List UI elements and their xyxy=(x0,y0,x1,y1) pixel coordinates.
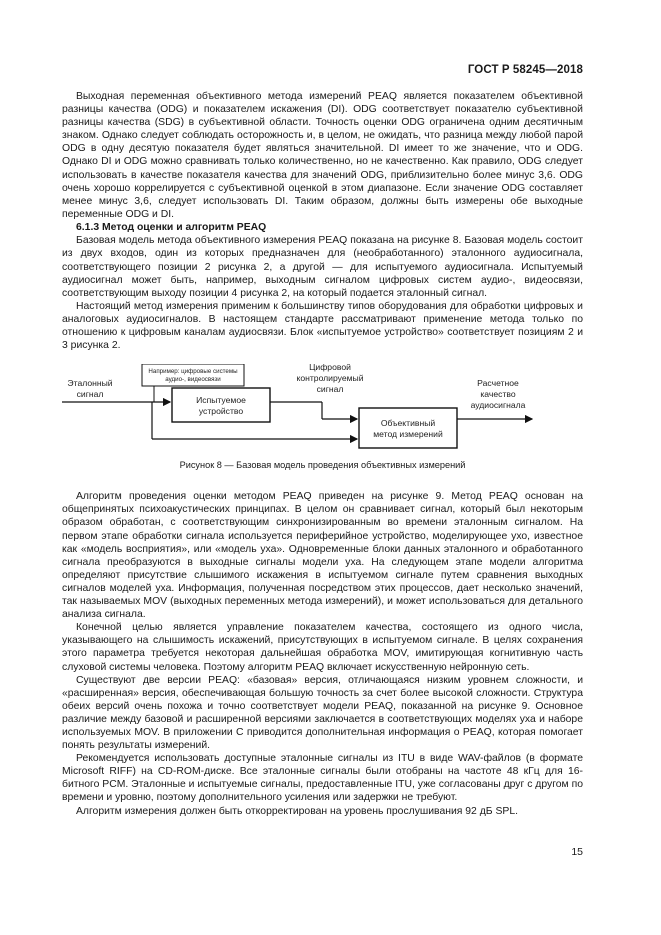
method-label-1: Объективный xyxy=(380,418,436,429)
paragraph: Базовая модель метода объективного измерения PEAQ показана на рисунке 8. Базовая модель состоит из двух входов, один из которых предназначен для (необработанного) эталонного аудиосигнала, соответствующего позиции 2 рисунка 2, а другой — для испытуемого аудиосигнала. Испытуемый аудиосигнал может быть, например, выходным сигналом цифровых систем аудио-, видеосвязи, соответствующим выходу позиции 4 рисунка 2, на который подается эталонный сигнал. xyxy=(62,235,583,299)
output-label-2: качество xyxy=(480,389,516,400)
input-label-2: сигнал xyxy=(76,389,104,400)
digital-label-1: Цифровой xyxy=(309,364,351,373)
method-label-2: метод измерений xyxy=(373,429,443,440)
figure-caption: Рисунок 8 — Базовая модель проведения объективных измерений xyxy=(179,460,466,471)
paragraph: Алгоритм проведения оценки методом PEAQ приведен на рисунке 9. Метод PEAQ основан на общепринятых психоакустических принципах. В целом он сравнивает сигнал, который был некоторым образом обработан, с соответствующим синхронизированным во времени эталонным сигналом. На первом этапе обработки сигнала используется периферийное устройство, моделирующее ухо, известное как «модель восприятия», или «модель уха». Одновременные блоки данных эталонного и обработанного сигнала преобразуются в выходные сигналы модели уха. На следующем этапе модели алгоритма определяют присутствие слышимого искажения в испытуемом сигнале путем сравнения выходных сигналов моделей уха. Информация, полученная посредством этих процессов, дает несколько значений, так называемых MOV (выходных переменных метода измерений), и может использоваться для детального анализа сигнала. xyxy=(62,491,583,621)
paragraph: Настоящий метод измерения применим к большинству типов оборудования для обработки цифровых и аналоговых аудиосигналов. В настоящем стандарте рассматривают применение метода только по отношению к цифровым каналам аудиосвязи. Блок «испытуемое устройство» соответствует позициям 2 и 3 рисунка 2. xyxy=(62,300,583,352)
paragraph: Рекомендуется использовать доступные эталонные сигналы из ITU в виде WAV-файлов (в формате Microsoft RIFF) на CD-ROM-диске. Все эталонные сигналы были отобраны на частоте 48 кГц для 16-битного PCM. Эталонные и испытуемые сигналы, предоставленные ITU, уже согласованы друг с другом по времени и уровню, поэтому дополнительного усиления или задержки не требуют. xyxy=(62,753,583,804)
paragraph: Алгоритм измерения должен быть откорректирован на уровень прослушивания 92 дБ SPL. xyxy=(76,805,519,817)
dut-label-2: устройство xyxy=(198,406,244,417)
paragraph: Конечной целью является управление показателем качества, состоящего из одного числа, указывающего на слышимость искажений, присутствующих в испытуемом сигнале. В целях сохранения этого параметра требуется некоторая дальнейшая обработка MOV, имитирующая когнитивную часть слуховой системы человека. Поэтому алгоритм PEAQ включает искусственную нейронную сеть. xyxy=(62,622,583,673)
paragraph: Существуют две версии PEAQ: «базовая» версия, отличающаяся низким уровнем сложности, и «расширенная» версия, обеспечивающая большую точность за счет более высокой сложности. Структура обеих версий очень похожа и точно соответствует модели PEAQ, показанной на рисунке 9. Основное различие между базовой и расширенной версиями заключается в соответствующих моделях уха и наборе используемых MOV. В приложении С приводится дополнительная информация о PEAQ, которая помогает понять результаты измерений. xyxy=(62,674,583,752)
output-label-3: аудиосигнала xyxy=(470,400,526,411)
output-label-1: Расчетное xyxy=(477,378,519,389)
note-text-2: аудио-, видеосвязи xyxy=(165,376,221,384)
dut-label-1: Испытуемое xyxy=(196,395,246,406)
dut-box xyxy=(172,388,270,422)
page-body xyxy=(62,90,583,818)
page-number: 15 xyxy=(571,846,583,858)
digital-label-3: сигнал xyxy=(316,384,344,395)
input-label-1: Эталонный xyxy=(67,378,113,389)
method-box xyxy=(359,408,457,448)
paragraph: Выходная переменная объективного метода измерений PEAQ является показателем объективной разницы качества (ODG) и показателем искажения (DI). ODG соответствует показателю субъективной разницы качества (SDG) в субъективной области. Точность оценки ODG ограничена одним десятичным знаком. Однако следует соблюдать осторожность и, в целом, не ожидать, что разница между любой парой ODG в одну десятую показателя будет являться значительной. DI имеет то же значение, что и ODG. Однако DI и ODG можно сравнивать только количественно, но не качественно. Как правило, ODG следует использовать в качестве показателя качества для значений ODG, приблизительно более минус 3,6. ODG очень хорошо коррелируется с субъективной оценкой в этом диапазоне. Если значение ODG составляет менее минус 3,6, следует использовать DI. Таким образом, должны быть измерены обе выходные переменные ODG и DI. xyxy=(62,91,583,220)
section-heading: 6.1.3 Метод оценки и алгоритм PEAQ xyxy=(76,221,267,233)
standard-header: ГОСТ Р 58245—2018 xyxy=(467,64,583,76)
note-text-1: Например: цифровые системы xyxy=(148,368,238,376)
figure-8-diagram xyxy=(62,364,583,456)
digital-label-2: контролируемый xyxy=(296,373,364,384)
